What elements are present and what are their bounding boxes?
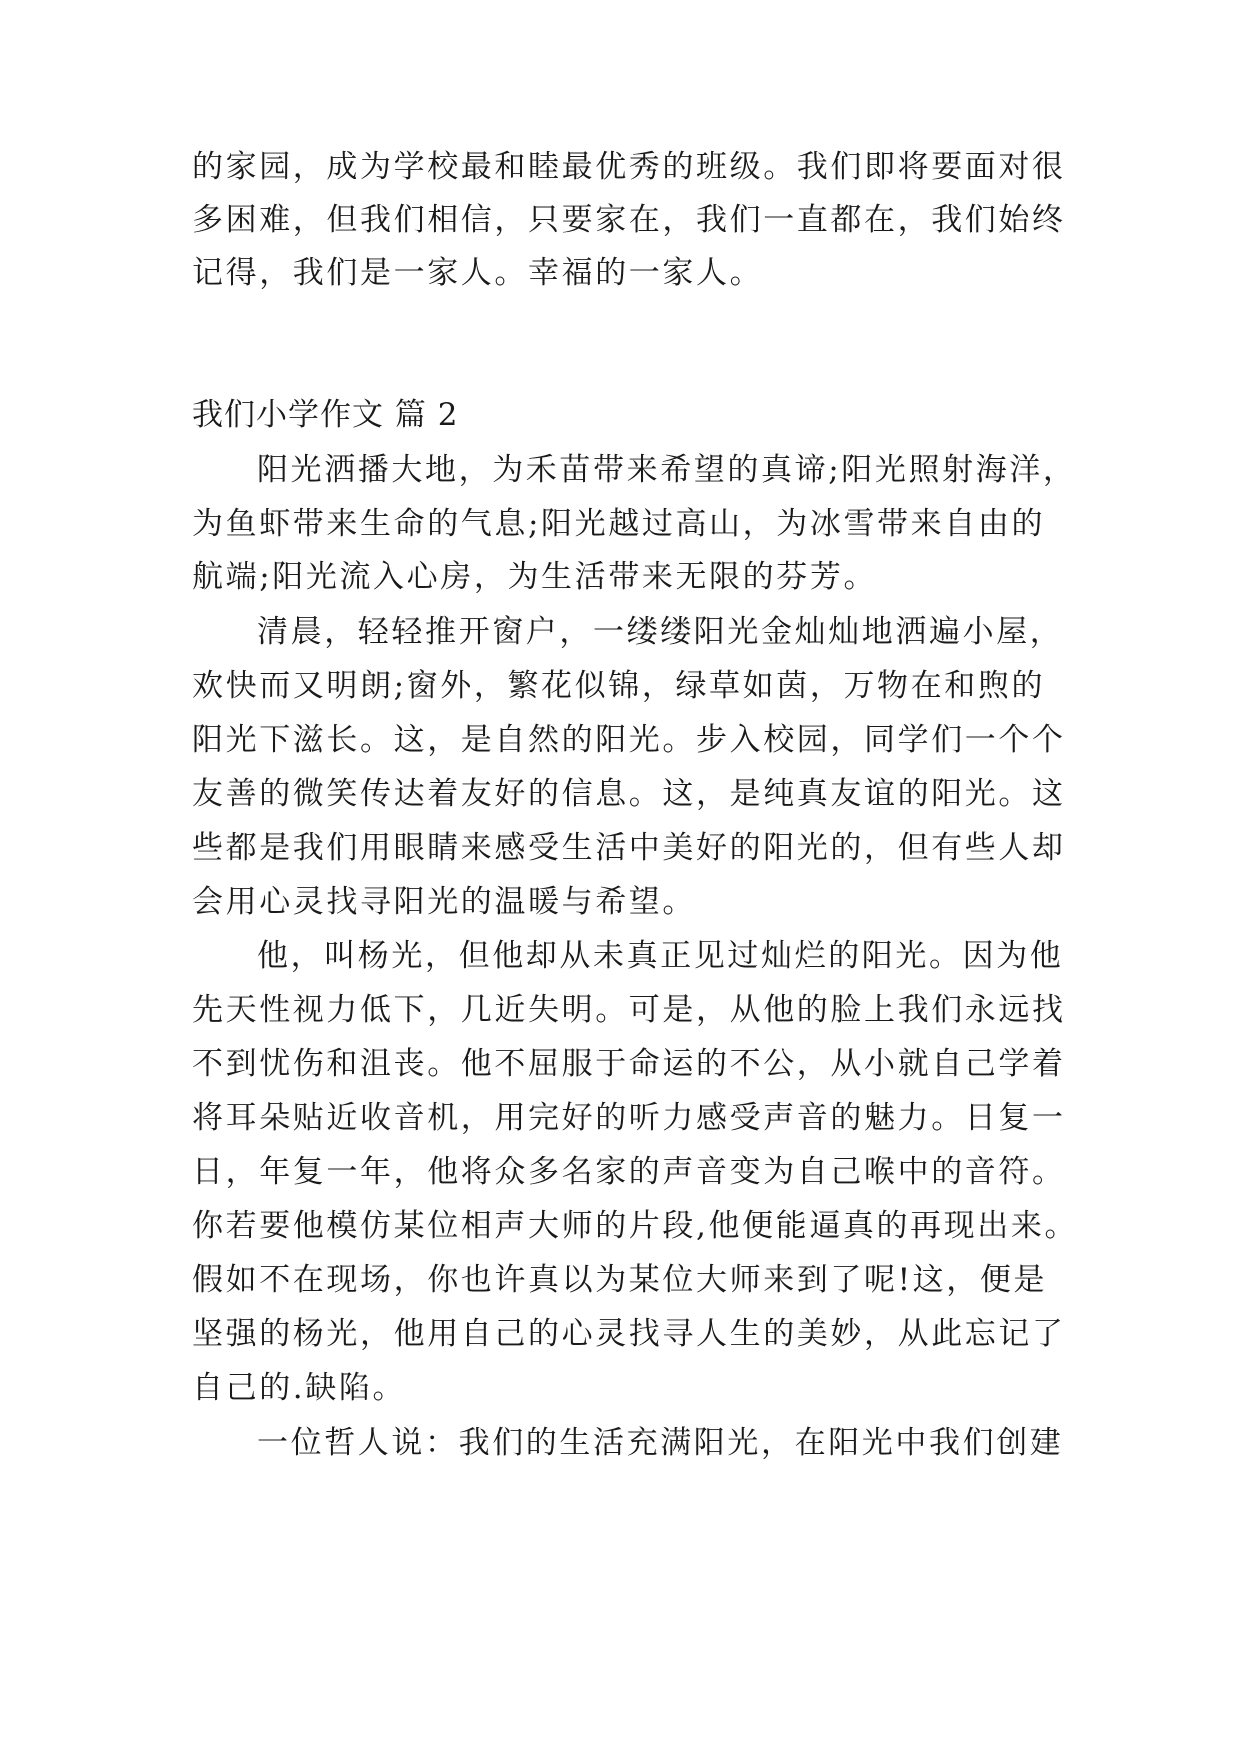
paragraph-line: 坚强的杨光，他用自己的心灵找寻人生的美妙，从此忘记了 — [192, 1316, 1066, 1352]
paragraph-line: 日，年复一年，他将众多名家的声音变为自己喉中的音符。 — [192, 1154, 1066, 1190]
paragraph-line: 会用心灵找寻阳光的温暖与希望。 — [192, 884, 696, 920]
paragraph-line: 他，叫杨光，但他却从未真正见过灿烂的阳光。因为他 — [257, 938, 1064, 974]
intro-line: 的家园，成为学校最和睦最优秀的班级。我们即将要面对很 — [192, 149, 1066, 185]
paragraph-line: 阳光洒播大地，为禾苗带来希望的真谛;阳光照射海洋， — [257, 452, 1077, 488]
paragraph-line: 阳光下滋长。这，是自然的阳光。步入校园，同学们一个个 — [192, 722, 1066, 758]
paragraph-line: 一位哲人说：我们的生活充满阳光，在阳光中我们创建 — [257, 1425, 1064, 1461]
paragraph-line: 将耳朵贴近收音机，用完好的听力感受声音的魅力。日复一 — [192, 1100, 1066, 1136]
paragraph-line: 不到忧伤和沮丧。他不屈服于命运的不公，从小就自己学着 — [192, 1046, 1066, 1082]
paragraph-line: 先天性视力低下，几近失明。可是，从他的脸上我们永远找 — [192, 992, 1066, 1028]
paragraph-line: 友善的微笑传达着友好的信息。这，是纯真友谊的阳光。这 — [192, 776, 1066, 812]
paragraph-line: 欢快而又明朗;窗外，繁花似锦，绿草如茵，万物在和煦的 — [192, 668, 1046, 704]
section-title: 我们小学作文 篇 2 — [192, 397, 459, 433]
paragraph-line: 清晨，轻轻推开窗户，一缕缕阳光金灿灿地洒遍小屋， — [257, 614, 1064, 650]
paragraph-line: 假如不在现场，你也许真以为某位大师来到了呢!这，便是 — [192, 1262, 1048, 1298]
paragraph-line: 航端;阳光流入心房，为生活带来无限的芬芳。 — [192, 559, 878, 595]
paragraph-line: 你若要他模仿某位相声大师的片段,他便能逼真的再现出来。 — [192, 1208, 1079, 1244]
intro-line: 多困难，但我们相信，只要家在，我们一直都在，我们始终 — [192, 202, 1066, 238]
paragraph-line: 为鱼虾带来生命的气息;阳光越过高山，为冰雪带来自由的 — [192, 506, 1046, 542]
paragraph-line: 自己的.缺陷。 — [192, 1370, 407, 1406]
intro-line: 记得，我们是一家人。幸福的一家人。 — [192, 255, 764, 291]
paragraph-line: 些都是我们用眼睛来感受生活中美好的阳光的，但有些人却 — [192, 830, 1066, 866]
